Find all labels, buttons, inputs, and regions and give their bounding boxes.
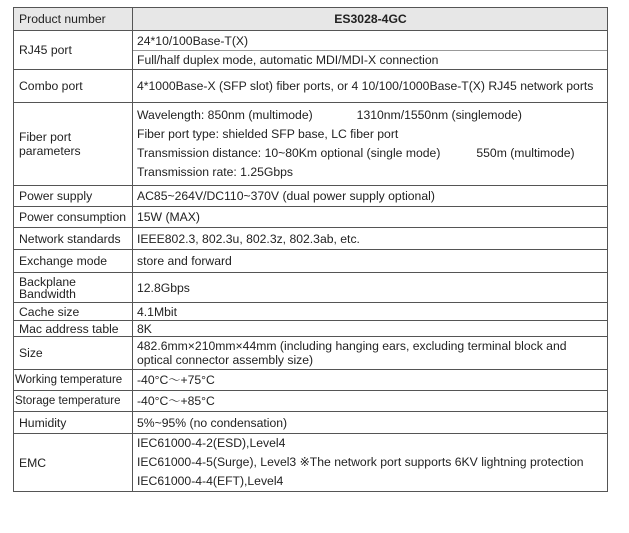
- row-value: -40°C〜+75°C: [133, 370, 608, 391]
- header-product-number: ES3028-4GC: [133, 8, 608, 31]
- row-value: 12.8Gbps: [133, 273, 608, 303]
- rj45-line-2: Full/half duplex mode, automatic MDI/MDI-X connection: [137, 52, 439, 67]
- fiber-distance: Transmission distance: 10~80Km optional (single mode) 550m (multimode): [137, 146, 575, 160]
- row-value: [133, 31, 608, 70]
- table-row: [14, 434, 608, 492]
- emc-line-1: IEC61000-4-2(ESD),Level4: [137, 436, 286, 450]
- fiber-wavelength: Wavelength: 850nm (multimode) 1310nm/1550nm (singlemode): [137, 108, 522, 122]
- row-value: 4.1Mbit: [133, 303, 608, 321]
- emc-line-3: IEC61000-4-4(EFT),Level4: [137, 474, 284, 488]
- row-label: Power supply: [14, 186, 133, 207]
- fiber-rate: Transmission rate: 1.25Gbps: [137, 165, 294, 179]
- row-value: IEEE802.3, 802.3u, 802.3z, 802.3ab, etc.: [133, 228, 608, 250]
- table-row: [14, 412, 608, 434]
- table-row: [14, 207, 608, 228]
- table-row: [14, 321, 608, 337]
- table-row: [14, 391, 608, 412]
- emc-line-2: IEC61000-4-5(Surge), Level3 ※The network port supports 6KV lightning protection: [137, 455, 584, 469]
- row-label: Network standards: [14, 228, 133, 250]
- row-label: RJ45 port: [14, 31, 133, 70]
- table-row: [14, 70, 608, 103]
- table-row: [14, 337, 608, 370]
- row-label: Power consumption: [14, 207, 133, 228]
- row-value: [133, 103, 608, 186]
- table-row: [14, 186, 608, 207]
- row-value: store and forward: [133, 250, 608, 273]
- row-label: Mac address table: [14, 321, 133, 337]
- table-row: [14, 250, 608, 273]
- table-row: [14, 228, 608, 250]
- row-label: Exchange mode: [14, 250, 133, 273]
- row-value: 4*1000Base-X (SFP slot) fiber ports, or 4 10/100/1000Base-T(X) RJ45 network ports: [133, 70, 608, 103]
- row-label: EMC: [14, 434, 133, 492]
- row-value: 5%~95% (no condensation): [133, 412, 608, 434]
- row-label: Combo port: [14, 70, 133, 103]
- table-row: [14, 31, 608, 70]
- row-value: 8K: [133, 321, 608, 337]
- row-label: Backplane Bandwidth: [14, 273, 133, 303]
- table-row: [14, 273, 608, 303]
- row-label: Storage temperature: [14, 391, 133, 412]
- table-row: [14, 303, 608, 321]
- row-label: Cache size: [14, 303, 133, 321]
- rj45-line-1: 24*10/100Base-T(X): [137, 33, 249, 48]
- row-value: 15W (MAX): [133, 207, 608, 228]
- row-label: Humidity: [14, 412, 133, 434]
- row-label: Size: [14, 337, 133, 370]
- table-header-row: [14, 8, 608, 31]
- spec-table: [13, 7, 608, 492]
- header-label: Product number: [14, 8, 133, 31]
- row-value: 482.6mm×210mm×44mm (including hanging ears, excluding terminal block and optical connector assembly size): [133, 337, 608, 370]
- row-label: Working temperature: [14, 370, 133, 391]
- row-value: -40°C〜+85°C: [133, 391, 608, 412]
- fiber-type: Fiber port type: shielded SFP base, LC fiber port: [137, 127, 399, 141]
- table-row: [14, 103, 608, 186]
- row-label: Fiber port parameters: [14, 103, 133, 186]
- row-value: AC85~264V/DC110~370V (dual power supply optional): [133, 186, 608, 207]
- table-row: [14, 370, 608, 391]
- row-value: [133, 434, 608, 492]
